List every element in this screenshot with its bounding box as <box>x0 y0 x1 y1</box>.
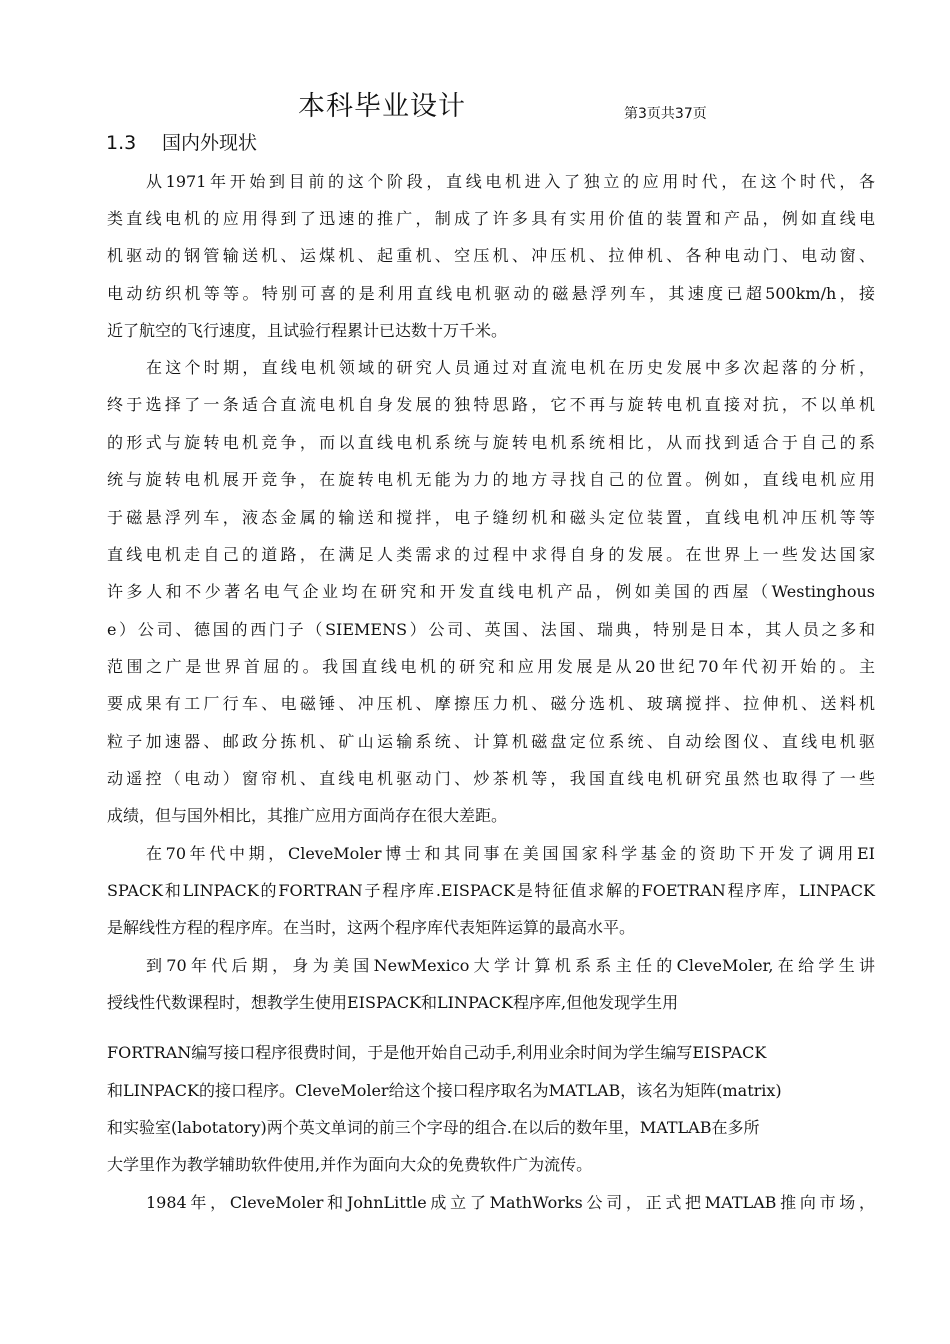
text-line: 和LINPACK的接口程序。CleveMoler给这个接口程序取名为MATLAB，该名为矩阵(matrix) <box>107 1081 782 1100</box>
text-line: 统与旋转电机展开竞争，在旋转电机无能为力的地方寻找自己的位置。例如，直线电机应用 <box>107 470 875 489</box>
text-line: 从1971年开始到目前的这个阶段，直线电机进入了独立的应用时代，在这个时代，各 <box>146 172 875 191</box>
text-line: SPACK和LINPACK的FORTRAN子程序库.EISPACK是特征值求解的FOETRAN程序库，LINPACK <box>107 881 875 900</box>
section-heading <box>106 128 257 155</box>
text-line: 成绩，但与国外相比，其推广应用方面尚存在很大差距。 <box>107 806 508 825</box>
text-line: 终于选择了一条适合直流电机自身发展的独特思路，它不再与旋转电机直接对抗，不以单机 <box>107 395 875 414</box>
text-line: 动遥控（电动）窗帘机、直线电机驱动门、炒茶机等，我国直线电机研究虽然也取得了一些 <box>107 769 875 788</box>
text-line: 要成果有工厂行车、电磁锤、冲压机、摩擦压力机、磁分选机、玻璃搅拌、拉伸机、送料机 <box>107 694 875 713</box>
text-line: 近了航空的飞行速度，且试验行程累计已达数十万千米。 <box>107 321 508 340</box>
text-line: 是解线性方程的程序库。在当时，这两个程序库代表矩阵运算的最高水平。 <box>107 918 636 937</box>
text-line: 许多人和不少著名电气企业均在研究和开发直线电机产品，例如美国的西屋（Westinghous <box>107 582 875 601</box>
text-line: 授线性代数课程时，想教学生使用EISPACK和LINPACK程序库,但他发现学生用 <box>107 993 679 1012</box>
document-title: 本科毕业设计 <box>298 91 466 122</box>
text-line: 直线电机走自己的道路，在满足人类需求的过程中求得自身的发展。在世界上一些发达国家 <box>107 545 875 564</box>
text-line: 范围之广是世界首屈的。我国直线电机的研究和应用发展是从20世纪70年代初开始的。主 <box>107 657 875 676</box>
text-line: 机驱动的钢管输送机、运煤机、起重机、空压机、冲压机、拉伸机、各种电动门、电动窗、 <box>107 246 875 265</box>
text-line: 于磁悬浮列车，液态金属的输送和搅拌，电子缝纫机和磁头定位装置，直线电机冲压机等等 <box>107 508 875 527</box>
text-line: 电动纺织机等等。特别可喜的是利用直线电机驱动的磁悬浮列车，其速度已超500km/h，接 <box>107 284 875 303</box>
page-number: 第3页共37页 <box>624 106 707 122</box>
text-line: 类直线电机的应用得到了迅速的推广，制成了许多具有实用价值的装置和产品，例如直线电 <box>107 209 875 228</box>
text-line: 到70年代后期，身为美国NewMexico大学计算机系系主任的CleveMoler,在给学生讲 <box>146 956 875 975</box>
text-line: 和实验室(labotatory)两个英文单词的前三个字母的组合.在以后的数年里，MATLAB在多所 <box>107 1118 760 1137</box>
text-line: 在这个时期，直线电机领域的研究人员通过对直流电机在历史发展中多次起落的分析， <box>146 358 875 377</box>
section-title: 国内外现状 <box>162 132 258 154</box>
text-line: 粒子加速器、邮政分拣机、矿山运输系统、计算机磁盘定位系统、自动绘图仪、直线电机驱 <box>107 732 875 751</box>
text-line: 在70年代中期，CleveMoler博士和其同事在美国国家科学基金的资助下开发了调用EI <box>146 844 875 863</box>
section-number: 1.3 <box>106 132 137 154</box>
text-line: FORTRAN编写接口程序很费时间，于是他开始自己动手,利用业余时间为学生编写EISPACK <box>107 1043 767 1062</box>
text-line: e）公司、德国的西门子（SIEMENS）公司、英国、法国、瑞典，特别是日本，其人员之多和 <box>107 620 875 639</box>
text-line: 1984年，CleveMoler和JohnLittle成立了MathWorks公司，正式把MATLAB推向市场， <box>146 1193 875 1212</box>
text-line: 大学里作为教学辅助软件使用,并作为面向大众的免费软件广为流传。 <box>107 1155 593 1174</box>
text-line: 的形式与旋转电机竞争，而以直线电机系统与旋转电机系统相比，从而找到适合于自己的系 <box>107 433 875 452</box>
